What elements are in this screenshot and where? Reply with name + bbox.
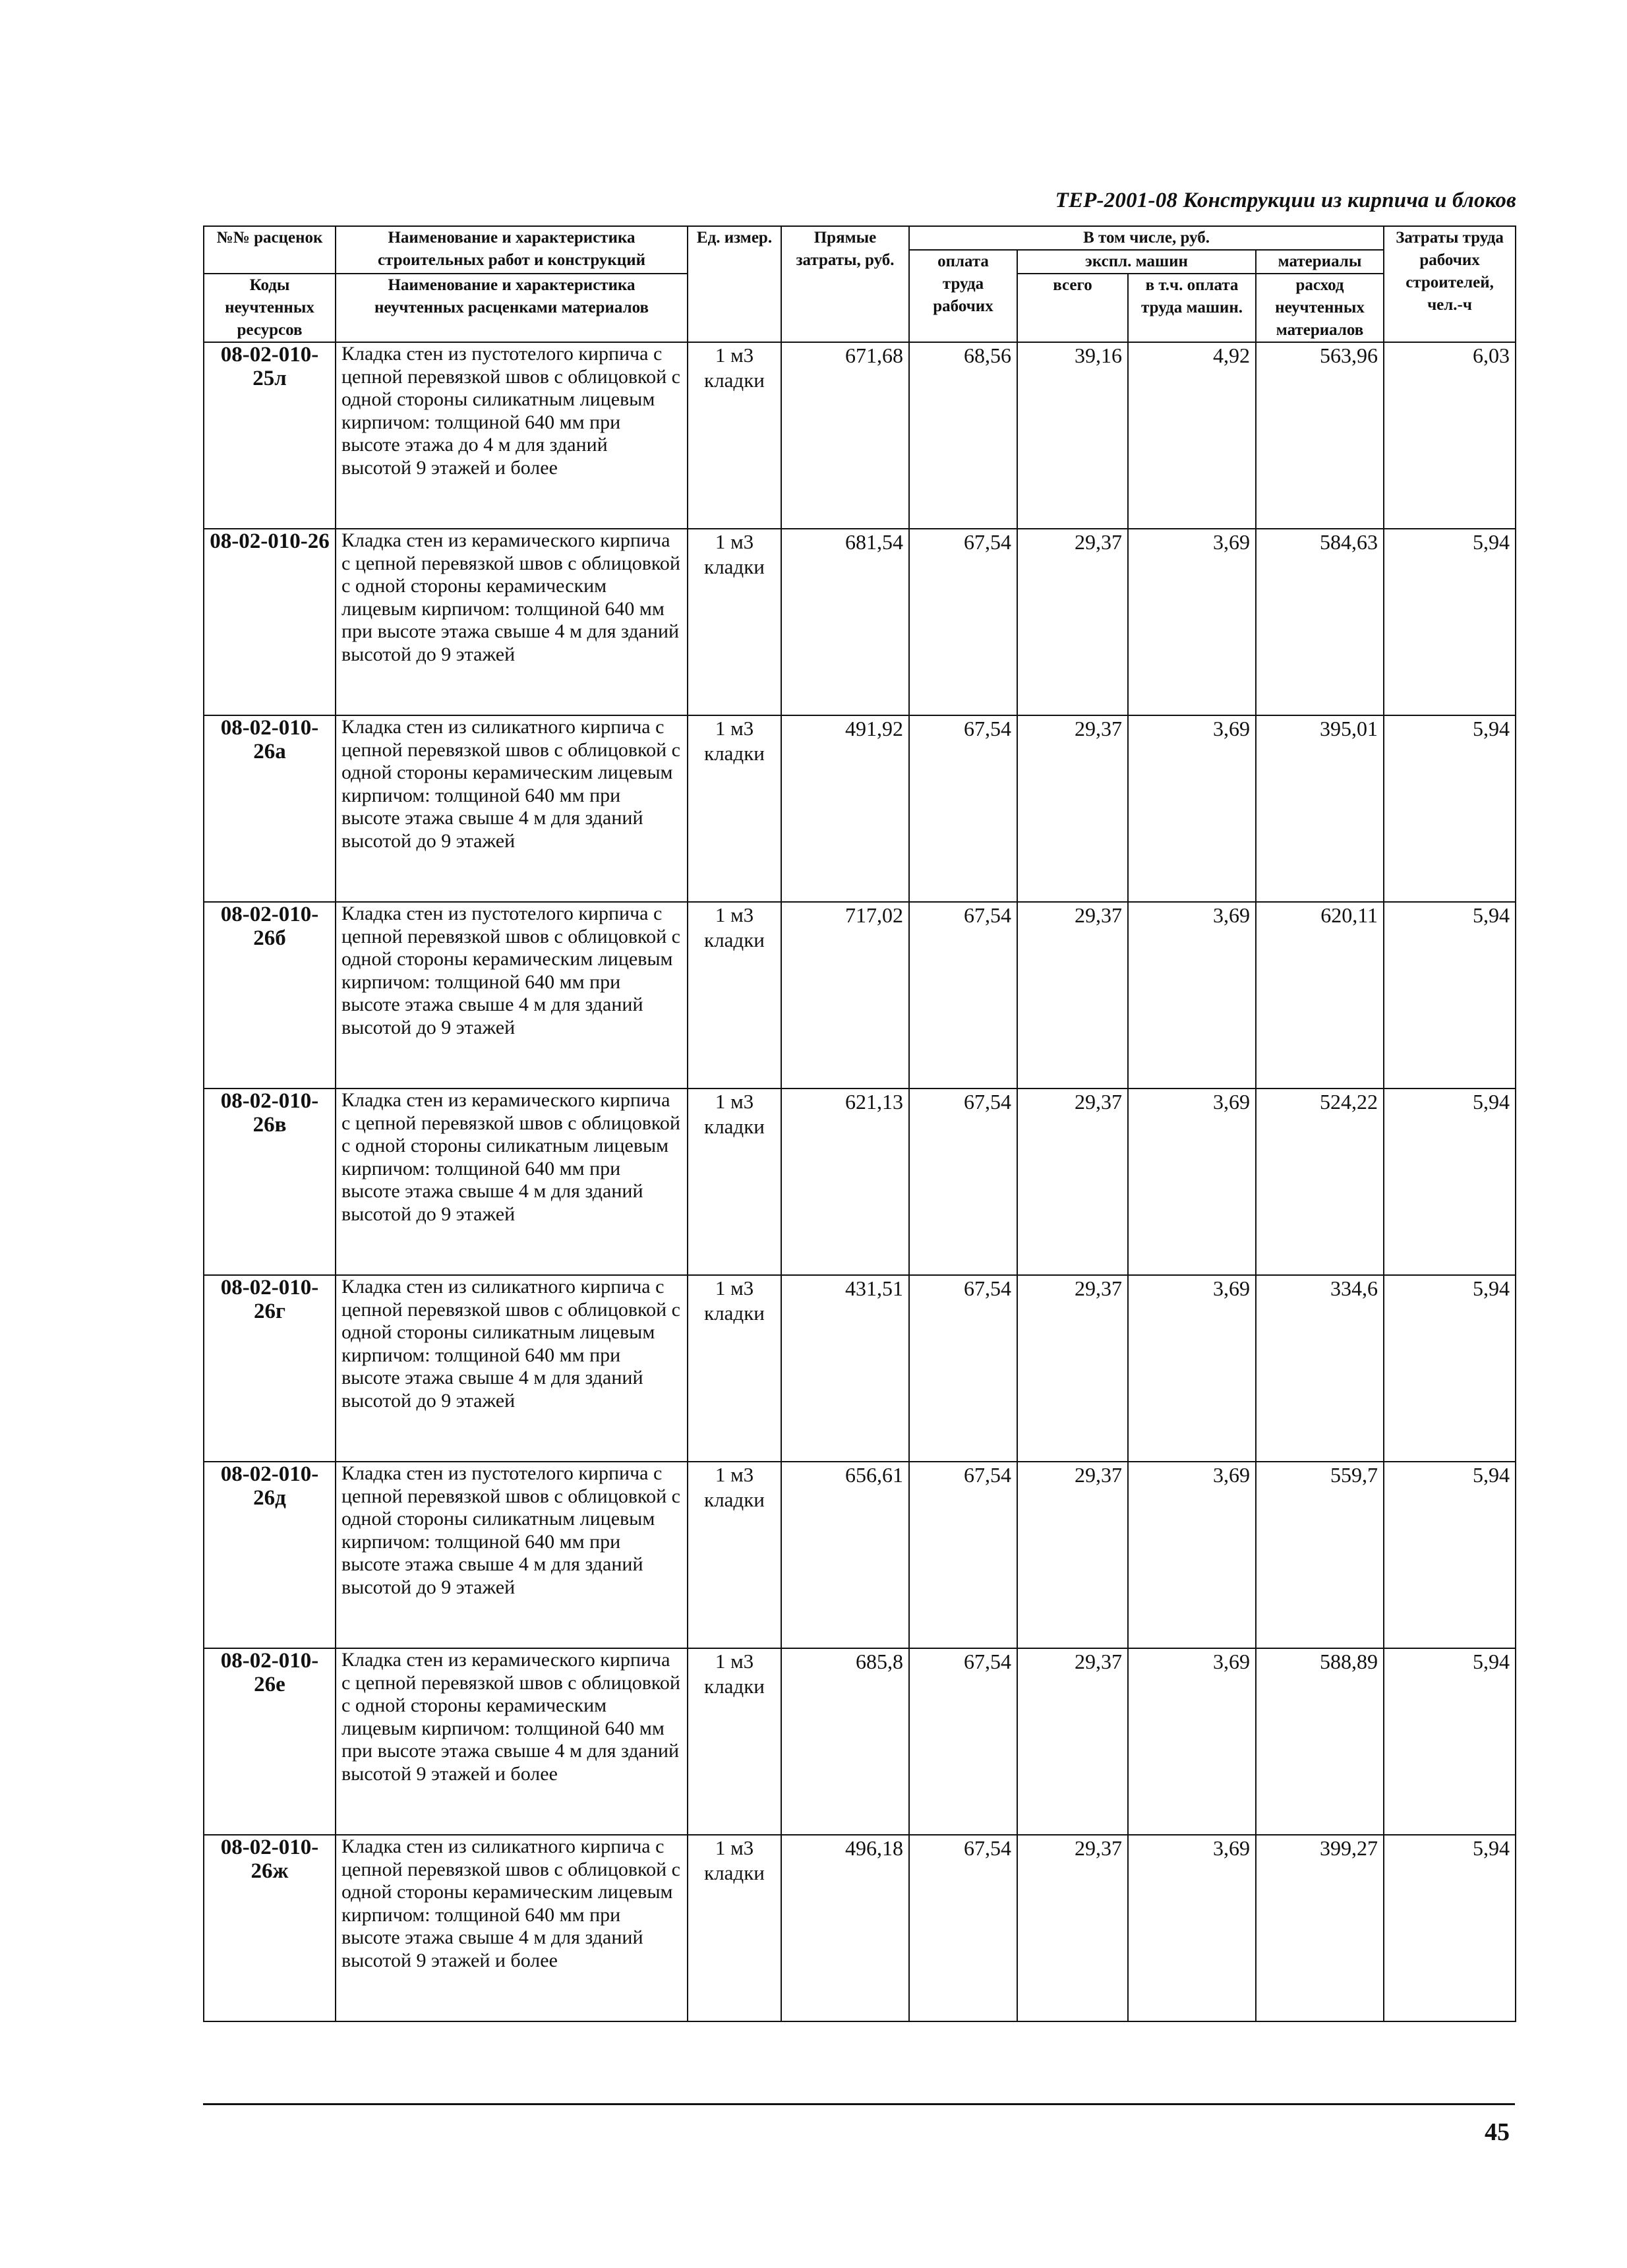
rate-materials: 399,27 bbox=[1256, 1835, 1384, 2021]
rate-code: 08-02-010-26 bbox=[204, 529, 336, 715]
header-direct-costs: Прямые затраты, руб. bbox=[781, 226, 909, 342]
rate-labor: 5,94 bbox=[1384, 715, 1516, 902]
header-name-sub: Наименование и характеристика неучтенных расценками материалов bbox=[336, 274, 688, 342]
table-row bbox=[204, 902, 1516, 1089]
rate-unit: 1 м3 кладки bbox=[688, 1275, 781, 1462]
table-row bbox=[204, 1089, 1516, 1275]
rate-description: Кладка стен из силикатного кирпича с цепной перевязкой швов с облицовкой с одной стороны керамическим лицевым кирпичом: толщиной 640 мм при высоте этажа свыше 4 м для зданий высотой 9 этажей и более bbox=[336, 1835, 688, 2021]
header-materials-sub: расход неучтенных материалов bbox=[1256, 274, 1384, 342]
header-code-sub: Коды неучтенных ресурсов bbox=[204, 274, 336, 342]
rate-labor: 5,94 bbox=[1384, 1648, 1516, 1835]
rate-direct-costs: 685,8 bbox=[781, 1648, 909, 1835]
rate-labor: 5,94 bbox=[1384, 1275, 1516, 1462]
rate-unit: 1 м3 кладки bbox=[688, 1462, 781, 1648]
rate-description: Кладка стен из керамического кирпича с цепной перевязкой швов с облицовкой с одной стороны силикатным лицевым кирпичом: толщиной 640 мм при высоте этажа свыше 4 м для зданий высотой до 9 этажей bbox=[336, 1089, 688, 1275]
table-row bbox=[204, 342, 1516, 529]
rate-description: Кладка стен из пустотелого кирпича с цепной перевязкой швов с облицовкой с одной стороны силикатным лицевым кирпичом: толщиной 640 мм при высоте этажа свыше 4 м для зданий высотой до 9 этажей bbox=[336, 1462, 688, 1648]
rate-materials: 559,7 bbox=[1256, 1462, 1384, 1648]
rate-materials: 334,6 bbox=[1256, 1275, 1384, 1462]
rate-machinist-pay: 3,69 bbox=[1128, 1462, 1256, 1648]
header-machines: экспл. машин bbox=[1017, 250, 1256, 274]
rate-direct-costs: 671,68 bbox=[781, 342, 909, 529]
rate-worker-pay: 68,56 bbox=[909, 342, 1017, 529]
rate-machines-total: 29,37 bbox=[1017, 529, 1128, 715]
rate-description: Кладка стен из силикатного кирпича с цепной перевязкой швов с облицовкой с одной стороны керамическим лицевым кирпичом: толщиной 640 мм при высоте этажа свыше 4 м для зданий высотой до 9 этажей bbox=[336, 715, 688, 902]
rate-direct-costs: 496,18 bbox=[781, 1835, 909, 2021]
rate-description: Кладка стен из керамического кирпича с цепной перевязкой швов с облицовкой с одной стороны керамическим лицевым кирпичом: толщиной 640 мм при высоте этажа свыше 4 м для зданий высотой до 9 этажей bbox=[336, 529, 688, 715]
rate-machines-total: 29,37 bbox=[1017, 1089, 1128, 1275]
rate-machinist-pay: 3,69 bbox=[1128, 1648, 1256, 1835]
table-row bbox=[204, 529, 1516, 715]
rate-labor: 5,94 bbox=[1384, 1835, 1516, 2021]
rate-materials: 584,63 bbox=[1256, 529, 1384, 715]
rate-direct-costs: 656,61 bbox=[781, 1462, 909, 1648]
rate-machinist-pay: 3,69 bbox=[1128, 529, 1256, 715]
rate-code: 08-02-010-26б bbox=[204, 902, 336, 1089]
rate-machines-total: 29,37 bbox=[1017, 1835, 1128, 2021]
rate-description: Кладка стен из силикатного кирпича с цепной перевязкой швов с облицовкой с одной стороны силикатным лицевым кирпичом: толщиной 640 мм при высоте этажа свыше 4 м для зданий высотой до 9 этажей bbox=[336, 1275, 688, 1462]
page-number: 45 bbox=[1485, 2118, 1510, 2146]
table-body bbox=[204, 342, 1516, 2021]
rate-worker-pay: 67,54 bbox=[909, 1275, 1017, 1462]
rate-worker-pay: 67,54 bbox=[909, 1835, 1017, 2021]
table-row bbox=[204, 715, 1516, 902]
rate-direct-costs: 491,92 bbox=[781, 715, 909, 902]
rate-worker-pay: 67,54 bbox=[909, 529, 1017, 715]
page-header-title: ТЕР-2001-08 Конструкции из кирпича и блоков bbox=[1055, 189, 1516, 212]
rate-materials: 395,01 bbox=[1256, 715, 1384, 902]
rate-code: 08-02-010-26г bbox=[204, 1275, 336, 1462]
rate-unit: 1 м3 кладки bbox=[688, 342, 781, 529]
rate-labor: 5,94 bbox=[1384, 529, 1516, 715]
rate-labor: 5,94 bbox=[1384, 902, 1516, 1089]
rate-worker-pay: 67,54 bbox=[909, 1648, 1017, 1835]
table-row bbox=[204, 1835, 1516, 2021]
rate-code: 08-02-010-26д bbox=[204, 1462, 336, 1648]
rate-materials: 620,11 bbox=[1256, 902, 1384, 1089]
rate-machines-total: 39,16 bbox=[1017, 342, 1128, 529]
header-machines-pay: в т.ч. оплата труда машин. bbox=[1128, 274, 1256, 342]
header-including: В том числе, руб. bbox=[909, 226, 1384, 250]
rate-machinist-pay: 3,69 bbox=[1128, 1275, 1256, 1462]
rate-labor: 5,94 bbox=[1384, 1462, 1516, 1648]
rate-unit: 1 м3 кладки bbox=[688, 529, 781, 715]
rate-materials: 588,89 bbox=[1256, 1648, 1384, 1835]
rate-unit: 1 м3 кладки bbox=[688, 902, 781, 1089]
rate-direct-costs: 621,13 bbox=[781, 1089, 909, 1275]
rate-code: 08-02-010-26а bbox=[204, 715, 336, 902]
rate-description: Кладка стен из пустотелого кирпича с цепной перевязкой швов с облицовкой с одной стороны силикатным лицевым кирпичом: толщиной 640 мм при высоте этажа до 4 м для зданий высотой 9 этажей и более bbox=[336, 342, 688, 529]
rate-labor: 6,03 bbox=[1384, 342, 1516, 529]
rate-description: Кладка стен из пустотелого кирпича с цепной перевязкой швов с облицовкой с одной стороны керамическим лицевым кирпичом: толщиной 640 мм при высоте этажа свыше 4 м для зданий высотой до 9 этажей bbox=[336, 902, 688, 1089]
table-row bbox=[204, 1648, 1516, 1835]
rate-labor: 5,94 bbox=[1384, 1089, 1516, 1275]
table-row bbox=[204, 1462, 1516, 1648]
rate-unit: 1 м3 кладки bbox=[688, 1835, 781, 2021]
rate-machines-total: 29,37 bbox=[1017, 902, 1128, 1089]
rate-worker-pay: 67,54 bbox=[909, 1089, 1017, 1275]
rate-worker-pay: 67,54 bbox=[909, 715, 1017, 902]
rate-unit: 1 м3 кладки bbox=[688, 1089, 781, 1275]
rate-machines-total: 29,37 bbox=[1017, 715, 1128, 902]
rate-machinist-pay: 3,69 bbox=[1128, 715, 1256, 902]
rate-worker-pay: 67,54 bbox=[909, 902, 1017, 1089]
rate-machinist-pay: 3,69 bbox=[1128, 1089, 1256, 1275]
footer-rule bbox=[203, 2103, 1515, 2105]
rate-worker-pay: 67,54 bbox=[909, 1462, 1017, 1648]
table-row bbox=[204, 1275, 1516, 1462]
header-materials-top: материалы bbox=[1256, 250, 1384, 274]
rate-machines-total: 29,37 bbox=[1017, 1275, 1128, 1462]
rate-machinist-pay: 3,69 bbox=[1128, 902, 1256, 1089]
rate-description: Кладка стен из керамического кирпича с цепной перевязкой швов с облицовкой с одной стороны керамическим лицевым кирпичом: толщиной 640 мм при высоте этажа свыше 4 м для зданий высотой 9 этажей и более bbox=[336, 1648, 688, 1835]
header-labor-costs: Затраты труда рабочих строителей, чел.-ч bbox=[1384, 226, 1516, 342]
rate-materials: 524,22 bbox=[1256, 1089, 1384, 1275]
rate-unit: 1 м3 кладки bbox=[688, 715, 781, 902]
rate-code: 08-02-010-26в bbox=[204, 1089, 336, 1275]
rate-direct-costs: 717,02 bbox=[781, 902, 909, 1089]
rate-materials: 563,96 bbox=[1256, 342, 1384, 529]
rate-direct-costs: 681,54 bbox=[781, 529, 909, 715]
header-name-top: Наименование и характеристика строительных работ и конструкций bbox=[336, 226, 688, 274]
rate-machinist-pay: 3,69 bbox=[1128, 1835, 1256, 2021]
rate-code: 08-02-010-26ж bbox=[204, 1835, 336, 2021]
rate-machinist-pay: 4,92 bbox=[1128, 342, 1256, 529]
header-code-top: №№ расценок bbox=[204, 226, 336, 274]
rate-machines-total: 29,37 bbox=[1017, 1648, 1128, 1835]
header-machines-total: всего bbox=[1017, 274, 1128, 342]
rate-machines-total: 29,37 bbox=[1017, 1462, 1128, 1648]
rate-unit: 1 м3 кладки bbox=[688, 1648, 781, 1835]
header-pay: оплата труда рабочих bbox=[909, 250, 1017, 342]
rates-table bbox=[203, 225, 1516, 2022]
rate-code: 08-02-010-25л bbox=[204, 342, 336, 529]
header-unit: Ед. измер. bbox=[688, 226, 781, 342]
rate-direct-costs: 431,51 bbox=[781, 1275, 909, 1462]
rate-code: 08-02-010-26е bbox=[204, 1648, 336, 1835]
